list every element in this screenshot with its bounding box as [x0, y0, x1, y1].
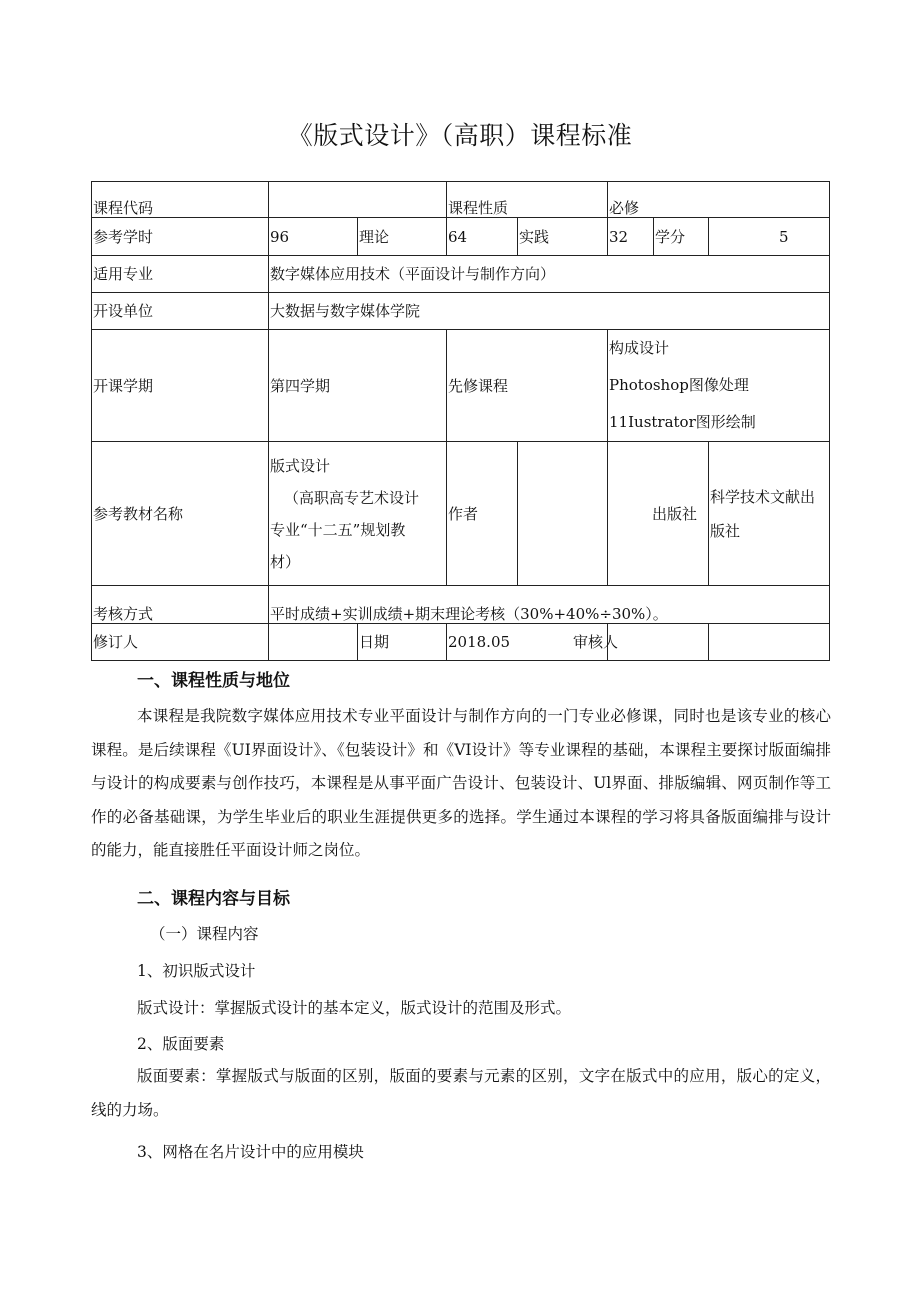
publisher-label: 出版社: [608, 442, 709, 586]
textbook-label: 参考教材名称: [92, 442, 269, 586]
dept-value: 大数据与数字媒体学院: [269, 293, 830, 330]
assessment-value: 平时成绩+实训成绩+期末理论考核（30%+40%÷30%）。: [269, 586, 830, 624]
item-1-title: 1、初识版式设计: [137, 962, 256, 980]
course-nature-value: 必修: [608, 182, 830, 218]
section-1-heading: 一、课程性质与地位: [137, 671, 290, 691]
practice-value: 32: [608, 218, 654, 256]
author-label: 作者: [447, 442, 518, 586]
section-2-heading: 二、课程内容与目标: [137, 889, 290, 909]
assessment-label: 考核方式: [92, 586, 269, 624]
theory-value: 64: [447, 218, 518, 256]
table-row: [92, 293, 830, 330]
major-value: 数字媒体应用技术（平面设计与制作方向）: [269, 256, 830, 293]
table-row: [92, 624, 830, 661]
item-2-title: 2、版面要素: [137, 1035, 225, 1053]
course-code-value: [269, 182, 447, 218]
major-label: 适用专业: [92, 256, 269, 293]
ref-hours-label: 参考学时: [92, 218, 269, 256]
table-row: [92, 256, 830, 293]
prereq-item: 11Iustrator图形绘制: [609, 413, 756, 431]
item-3-title: 3、网格在名片设计中的应用模块: [137, 1143, 364, 1161]
theory-label: 理论: [358, 218, 447, 256]
reviewer-label: 审核人: [572, 624, 673, 661]
table-row: [92, 586, 830, 624]
credit-label: 学分: [654, 218, 709, 256]
publisher-value: 科学技术文献出版社: [709, 442, 830, 586]
item-1-text: 版式设计：掌握版式设计的基本定义，版式设计的范围及形式。: [137, 999, 572, 1017]
practice-label: 实践: [518, 218, 608, 256]
table-row: [92, 182, 830, 218]
author-value: [518, 442, 608, 586]
course-info-table: [91, 181, 830, 661]
course-nature-label: 课程性质: [447, 182, 608, 218]
semester-label: 开课学期: [92, 330, 269, 442]
page-title: 《版式设计》（高职）课程标准: [287, 121, 633, 150]
table-row: [92, 330, 830, 442]
prereq-item: 构成设计: [609, 339, 670, 357]
reviser-value: [269, 624, 358, 661]
course-code-label: 课程代码: [92, 182, 269, 218]
dept-label: 开设单位: [92, 293, 269, 330]
ref-hours-value: 96: [269, 218, 358, 256]
textbook-line: 版式设计: [270, 456, 331, 475]
reviser-label: 修订人: [92, 624, 269, 661]
textbook-line: 专业“十二五”规划教: [270, 520, 406, 539]
prereq-item: Photoshop图像处理: [609, 376, 749, 394]
section-1-paragraph: 本课程是我院数字媒体应用技术专业平面设计与制作方向的一门专业必修课，同时也是该专业的核心课程。是后续课程《UI界面设计》、《包装设计》和《VI设计》等专业课程的基础，本课程主要探讨版面编排与设计的构成要素与创作技巧，本课程是从事平面广告设计、包装设计、Ul界面、排版编辑、网页制作等工作的必备基础课，为学生毕业后的职业生涯提供更多的选择。学生通过本课程的学习将具备版面编排与设计的能力，能直接胜任平面设计师之岗位。: [91, 707, 831, 859]
prereq-label: 先修课程: [447, 330, 608, 442]
table-row: [92, 442, 830, 586]
textbook-line: 材）: [270, 552, 301, 571]
date-value: 2018.05: [447, 624, 608, 661]
credit-value: 5: [709, 218, 830, 256]
subsection-heading: （一）课程内容: [150, 925, 259, 943]
reviewer-value: [709, 624, 830, 661]
textbook-name: [269, 442, 447, 586]
textbook-line: （高职高专艺术设计: [284, 488, 420, 507]
prereq-list: [608, 330, 830, 442]
item-2-text: 版面要素：掌握版式与版面的区别，版面的要素与元素的区别，文字在版式中的应用，版心的定义，线的力场。: [91, 1067, 831, 1119]
date-label: 日期: [358, 624, 447, 661]
semester-value: 第四学期: [269, 330, 447, 442]
table-row: [92, 218, 830, 256]
